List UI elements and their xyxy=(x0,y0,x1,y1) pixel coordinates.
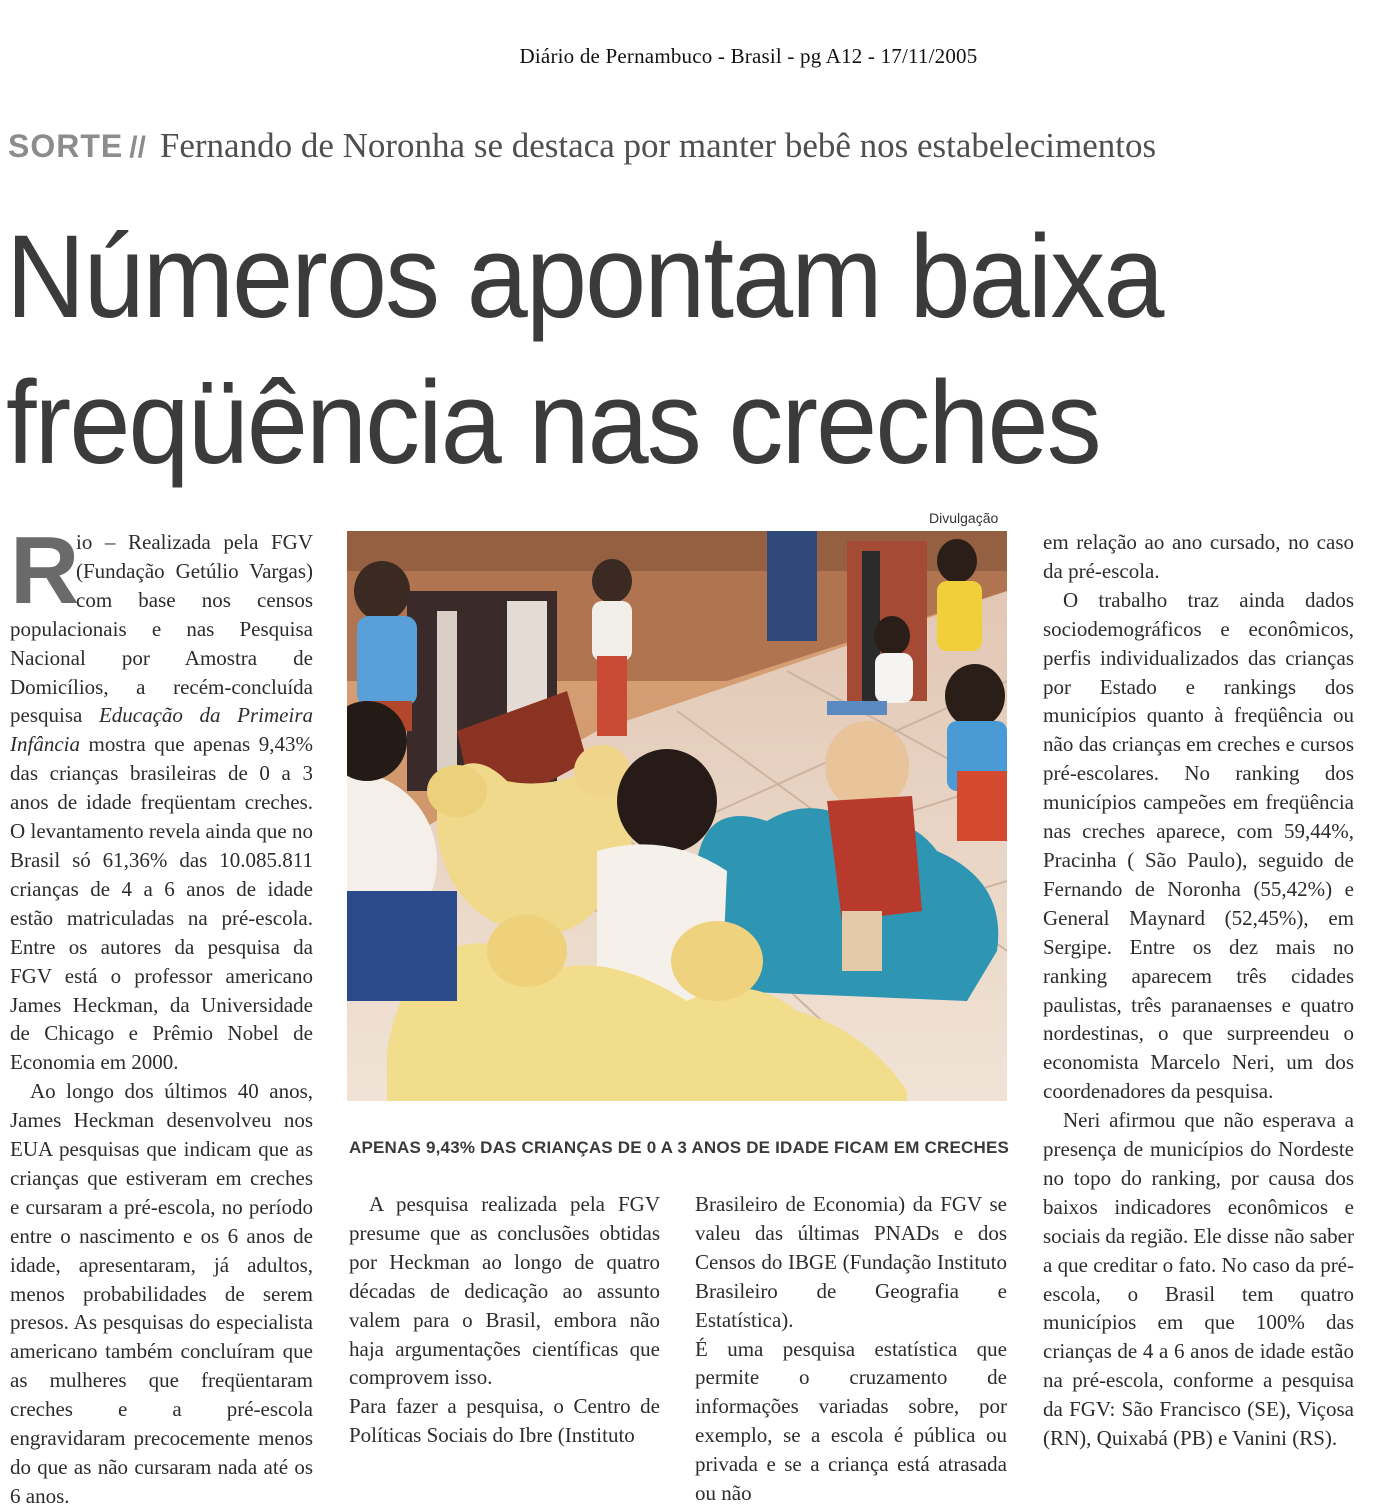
kicker xyxy=(8,122,1156,177)
photo-credit: Divulgação xyxy=(929,510,999,526)
paragraph: Neri afirmou que não esperava a presença de municípios do Nordeste no topo do ranking, por causa dos baixos indicadores econômicos e sociais da região. Ele disse não saber a que creditar o fato. No caso da pré-escola, o Brasil tem quatro municípios em que 100% das crianças de 4 a 6 anos de idade estão na pré-escola, conforme a pesquisa da FGV: São Francisco (SE), Viçosa (RN), Quixabá (PB) e Vanini (RS). xyxy=(1043,1108,1354,1451)
source-line: Diário de Pernambuco - Brasil - pg A12 - 17/11/2005 xyxy=(519,44,978,68)
paragraph: É uma pesquisa estatística que permite o cruzamento de informações variadas sobre, por exemplo, se a escola é pública ou privada e se a criança está atrasada ou não xyxy=(695,1336,1007,1506)
paragraph: em relação ao ano cursado, no caso da pré-escola. xyxy=(1043,530,1354,583)
section-tag: SORTE xyxy=(8,128,124,164)
headline-line-2: freqüência nas creches xyxy=(6,357,1100,489)
photo-daycare-children xyxy=(347,531,1007,1101)
article-column-1 xyxy=(10,517,313,1511)
study-title: Educação da Primeira Infância xyxy=(10,703,313,757)
article-column-3 xyxy=(695,1190,1007,1508)
kicker-subtitle: Fernando de Noronha se destaca por manter bebê nos estabelecimentos xyxy=(159,126,1157,165)
article-column-4 xyxy=(1043,528,1354,1453)
paragraph: io – Realizada pela FGV (Fundação Getúlio Vargas) com base nos censos populacionais e nas Pesquisa Nacional por Amostra de Domicílios, a recém-concluída pesquisa Educação da Primeira Infância mostra que apenas 9,43% das crianças brasileiras de 0 a 3 anos de idade freqüentam creches. O levantamento revela ainda que no Brasil só 61,36% das 10.085.811 crianças de 4 a 6 anos de idade estão matriculadas na pré-escola. Entre os autores da pesquisa da FGV está o professor americano James Heckman, da Universidade de Chicago e Prêmio Nobel de Economia em 2000. xyxy=(10,530,313,1075)
paragraph: Ao longo dos últimos 40 anos, James Heckman desenvolveu nos EUA pesquisas que indicam que as crianças que estiveram em creches e cursaram a pré-escola, no período entre o nascimento e os 6 anos de idade, apresentaram, já adultos, menos probabilidades de serem presos. As pesquisas do especialista americano também concluíram que as mulheres que freqüentaram creches e a pré-escola engravidaram precocemente menos do que as não cursaram nada até os 6 anos. xyxy=(10,1079,313,1508)
paragraph: O trabalho traz ainda dados sociodemográficos e econômicos, perfis individualizados das crianças por Estado e rankings dos municípios quanto à freqüência ou não das crianças em creches e cursos pré-escolares. No ranking dos municípios campeões em freqüência nas creches aparece, com 59,44%, Pracinha ( São Paulo), seguido de Fernando de Noronha (55,42%) e General Maynard (52,45%), em Sergipe. Entre os dez mais no ranking aparecem três cidades paulistas, três paranaenses e quatro nordestinas, o que surpreendeu o economista Marcelo Neri, um dos coordenadores da pesquisa. xyxy=(1043,587,1354,1104)
kicker-separator: // xyxy=(129,131,146,164)
paragraph: Para fazer a pesquisa, o Centro de Políticas Sociais do Ibre (Instituto xyxy=(349,1394,660,1448)
article-column-2 xyxy=(349,1190,660,1450)
paragraph: Brasileiro de Economia) da FGV se valeu das últimas PNADs e dos Censos do IBGE (Fundação Instituto Brasileiro de Geografia e Estatística). xyxy=(695,1192,1007,1332)
headline-line-1: Números apontam baixa xyxy=(6,211,1163,343)
photo-caption: APENAS 9,43% DAS CRIANÇAS DE 0 A 3 ANOS DE IDADE FICAM EM CRECHES xyxy=(349,1138,1010,1157)
drop-cap: R xyxy=(10,517,80,624)
paragraph: A pesquisa realizada pela FGV presume que as conclusões obtidas por Heckman ao longo de quatro décadas de dedicação ao assunto valem para o Brasil, embora não haja argumentações científicas que comprovem isso. xyxy=(349,1192,660,1390)
headline xyxy=(6,204,1163,496)
photo-illustration xyxy=(347,531,1007,1101)
